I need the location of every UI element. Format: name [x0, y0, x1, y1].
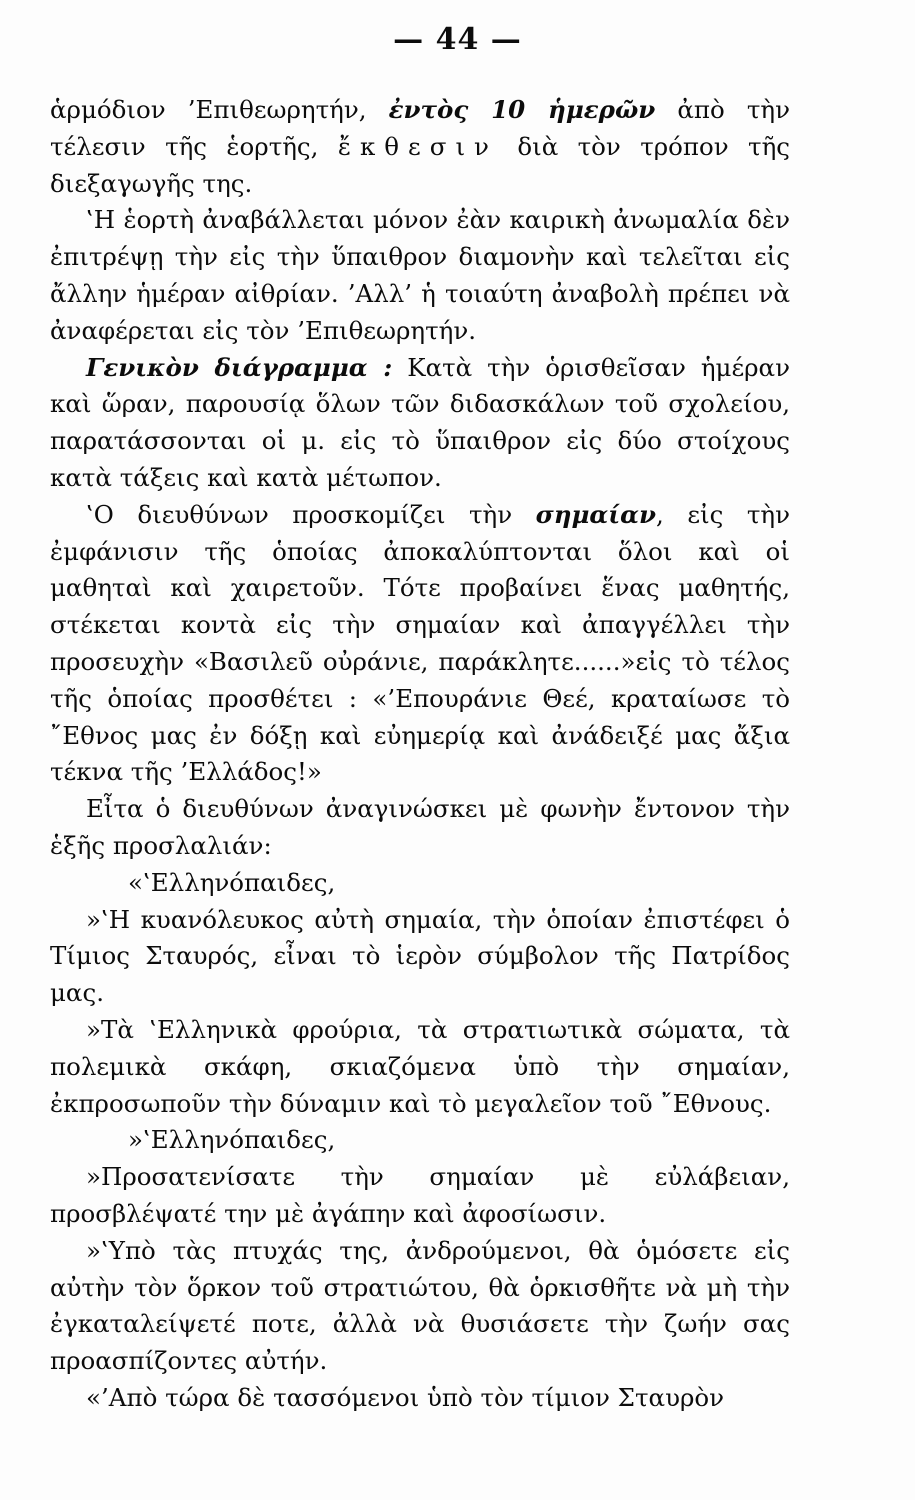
text-segment: Κατὰ τὴν ὁρισθεῖσαν ἡμέραν καὶ ὥραν, παρουσίᾳ ὅλων τῶν διδασκάλων τοῦ σχολείου, παρατάσσονται οἱ μ. εἰς τὸ ὕπαιθρον εἰς δύο στοίχους κατὰ τάξεις καὶ κατὰ μέτωπον. — [50, 352, 790, 492]
paragraph-salutation: «‛Ελληνόπαιδες, — [128, 867, 336, 897]
paragraph-general-plan — [50, 350, 790, 497]
emphasis-report: ἔκθεσιν — [337, 131, 498, 161]
paragraph-report — [50, 92, 790, 202]
body-text — [50, 92, 790, 1417]
paragraph-postponement: ‛Η ἑορτὴ ἀναβάλλεται μόνον ἐὰν καιρικὴ ἀνωμαλία δὲν ἐπιτρέψῃ τὴν εἰς τὴν ὕπαιθρον διαμονὴν καὶ τελεῖται εἰς ἄλλην ἡμέραν αἰθρίαν. ’Αλλ’ ἡ τοιαύτη ἀναβολὴ πρέπει νὰ ἀναφέρεται εἰς τὸν ’Επιθεωρητήν. — [50, 205, 790, 345]
emphasis-flag: σημαίαν — [535, 499, 656, 529]
emphasis-deadline: ἐντὸς 10 ἡμερῶν — [388, 95, 656, 124]
paragraph-flag-ceremony — [50, 497, 790, 791]
text-segment: ἀπὸ τὴν τέλεσιν τῆς ἑορτῆς, — [50, 95, 790, 161]
paragraph-oath: »‛Υπὸ τὰς πτυχάς της, ἀνδρούμενοι, θὰ ὁμόσετε εἰς αὐτὴν τὸν ὅρκον τοῦ στρατιώτου, θὰ ὁρκισθῆτε νὰ μὴ τὴν ἐγκαταλείψετέ ποτε, ἀλλὰ νὰ θυσιάσετε τὴν ζωήν σας προασπίζοντες αὐτήν. — [50, 1235, 790, 1376]
paragraph-closing: «’Απὸ τώρα δὲ τασσόμενοι ὑπὸ τὸν τίμιον Σταυρὸν — [86, 1382, 725, 1412]
paragraph-fortresses: »Τὰ ‛Ελληνικὰ φρούρια, τὰ στρατιωτικὰ σώματα, τὰ πολεμικὰ σκάφη, σκιαζόμενα ὑπὸ τὴν σημαίαν, ἐκπροσωποῦν τὴν δύναμιν καὶ τὸ μεγαλεῖον τοῦ ῎Εθνους. — [50, 1014, 790, 1118]
paragraph-salutation: »‛Ελληνόπαιδες, — [128, 1125, 336, 1155]
text-segment: ‛Ο διευθύνων προσκομίζει τὴν — [86, 499, 536, 529]
text-segment: ἁρμόδιον ’Επιθεωρητήν, — [50, 95, 389, 124]
text-segment: διὰ τὸν τρόπον τῆς διεξαγωγῆς της. — [50, 131, 790, 198]
section-heading: Γενικὸν διάγραμμα : — [86, 352, 393, 382]
text-segment: , εἰς τὴν ἐμφάνισιν τῆς ὁποίας ἀποκαλύπτονται ὅλοι καὶ οἱ μαθηταὶ καὶ χαιρετοῦν. Τότε προβαίνει ἕνας μαθητής, στέκεται κοντὰ εἰς τὴν σημαίαν καὶ ἀπαγγέλλει τὴν προσευχὴν «Βασιλεῦ οὐράνιε, παράκλητε......»εἰς τὸ τέλος τῆς ὁποίας προσθέτει : «’Επουράνιε Θεέ, κραταίωσε τὸ ῎Εθνος μας ἐν δόξῃ καὶ εὐημερίᾳ καὶ ἀνάδειξέ μας ἄξια τέκνα τῆς ’Ελλάδος!» — [50, 499, 790, 787]
paragraph-address-intro: Εἶτα ὁ διευθύνων ἀναγινώσκει μὲ φωνὴν ἔντονον τὴν ἑξῆς προσλαλιάν: — [50, 794, 790, 860]
paragraph-flag-symbol: »‛Η κυανόλευκος αὐτὴ σημαία, τὴν ὁποίαν ἐπιστέφει ὁ Τίμιος Σταυρός, εἶναι τὸ ἱερὸν σύμβολον τῆς Πατρίδος μας. — [50, 904, 790, 1008]
paragraph-gaze-flag: »Προσατενίσατε τὴν σημαίαν μὲ εὐλάβειαν, προσβλέψατέ την μὲ ἀγάπην καὶ ἀφοσίωσιν. — [50, 1162, 790, 1228]
page-number: — 44 — — [393, 22, 522, 57]
